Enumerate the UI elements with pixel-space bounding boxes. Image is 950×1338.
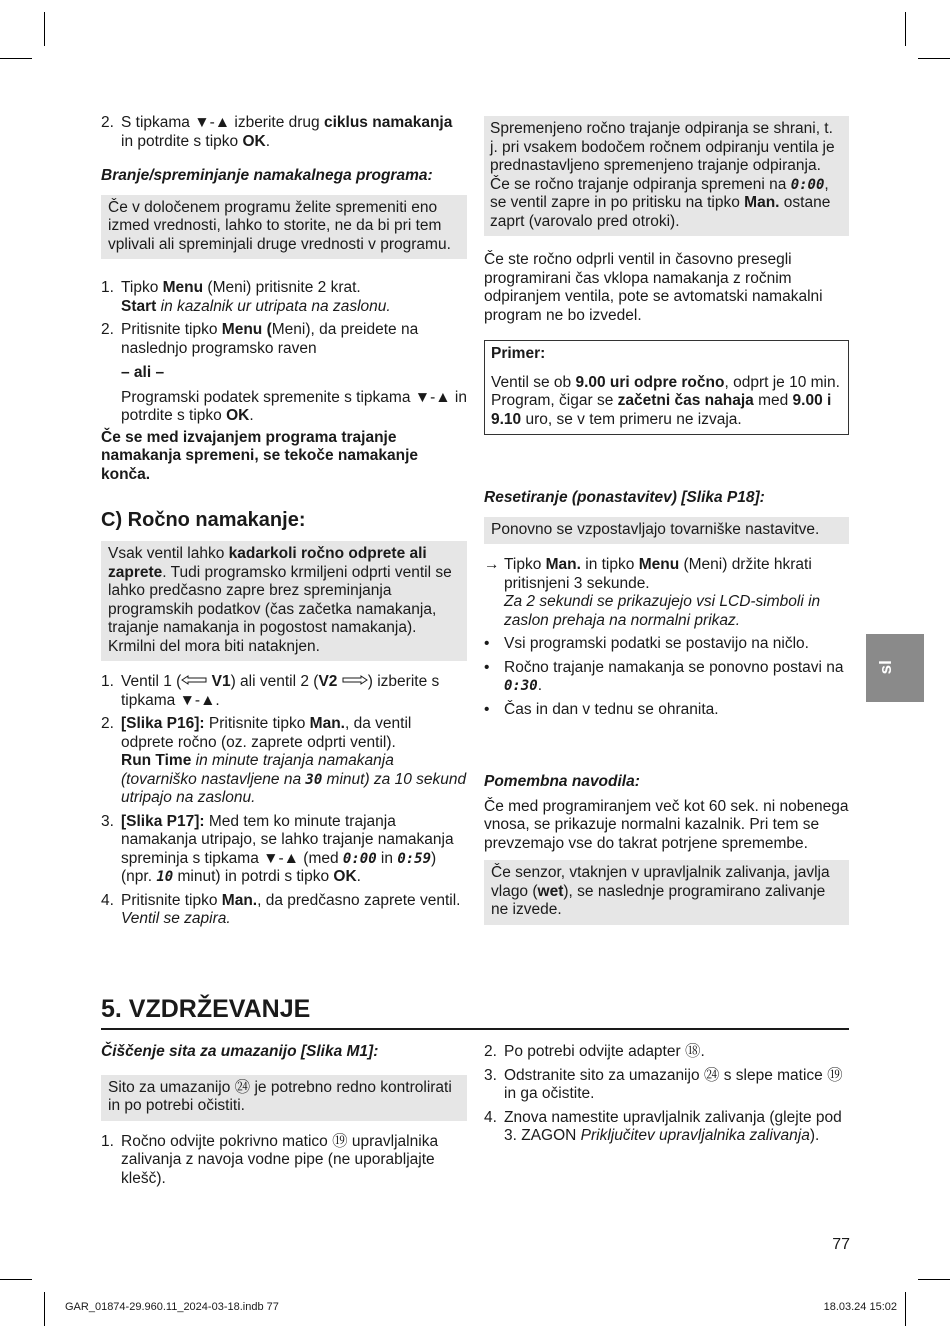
section-divider [101,1028,849,1030]
list-item: • Vsi programski podatki se postavijo na ničlo. [484,635,809,652]
crop-mark [918,1279,950,1280]
alternative-label: – ali – [121,364,165,381]
footer-date: 18.03.24 15:02 [823,1301,897,1313]
section-heading: Čiščenje sita za umazanijo [Slika M1]: [101,1043,379,1060]
info-note: Vsak ventil lahko kadarkoli ročno odprete ali zaprete. Tudi programsko krmiljeni odprti ventil se lahko predčasno zapre brez spreminjanja programskih podatkov (čas začetka namakanja, trajanje namakanja in pogostost namakanja). Krmilni del mora biti nataknjen. [101,541,467,661]
lcd-value: 0:59 [397,850,432,867]
part-number: ⑲ [827,1066,843,1084]
list-item: 1. Tipko Menu (Meni) pritisnite 2 krat. Start in kazalnik ur utripata na zaslonu. [101,279,391,315]
list-item: 4. Znova namestite upravljalnik zalivanja (glejte pod 3. ZAGON Priključitev upravljalnika zalivanja). [484,1108,842,1144]
part-number: ㉔ [703,1066,720,1084]
lcd-value: 0:00 [342,850,377,867]
list-item: 4. Pritisnite tipko Man., da predčasno zaprete ventil. Ventil se zapira. [101,891,461,927]
list-item: 3. Odstranite sito za umazanijo ㉔ s slepe matice ⑲ in ga očistite. [484,1066,843,1102]
section-heading: Branje/spreminjanje namakalnega programa: [101,167,433,184]
crop-mark [44,12,45,46]
crop-mark [44,1292,45,1326]
info-note: Ponovno se vzpostavljajo tovarniške nastavitve. [484,517,849,545]
section-heading: C) Ročno namakanje: [101,509,306,531]
crop-mark [0,1279,32,1280]
crop-mark [905,1292,906,1326]
paragraph: Če med programiranjem več kot 60 sek. ni nobenega vnosa, se prikazuje normalni kazalnik. Pri tem se prevzemajo vse do takrat potrjene spremembe. [484,797,849,852]
list-item: 3. [Slika P17]: Med tem ko minute trajanja namakanja utripajo, se lahko trajanje namakanja spreminja s tipkama ▼-▲ (med 0:00 in 0:59) (npr. 10 minut) in potrdi s tipko OK. [101,812,454,885]
list-item: 2. Pritisnite tipko Menu (Meni), da preidete na naslednjo programsko raven – ali – Programski podatek spremenite s tipkama ▼-▲ in potrdite s tipko OK. [101,321,467,424]
maintenance-left [101,1043,467,1193]
list-item: 2. Po potrebi odvijte adapter ⑱. [484,1043,705,1060]
crop-mark [918,58,950,59]
part-number: ㉔ [234,1078,251,1096]
left-column [101,114,467,934]
list-item: 2. S tipkama ▼-▲ izberite drug ciklus namakanja in potrdite s tipko OK. [101,114,453,150]
example-box: Primer: Ventil se ob 9.00 uri odpre ročno, odprt je 10 min. Program, čigar se začetni čas nahaja med 9.00 i 9.10 uro, se v tem primeru ne izvaja. [484,340,849,435]
step-list [101,114,467,151]
lcd-value: 30 [305,771,323,788]
lcd-value: 0:30 [504,678,538,694]
step-list [101,279,467,426]
maintenance-right [484,1043,849,1151]
section-5 [101,994,849,1030]
right-column [484,116,849,925]
arrow-left-icon [181,675,207,685]
example-title: Primer: [491,345,546,362]
info-note: Če v določenem programu želite spremeniti eno izmed vrednosti, lahko to storite, ne da bi pri tem vplivali ali spreminjali druge vrednosti v programu. [101,195,467,260]
bullet-list [484,556,849,719]
list-item: → Tipko Man. in tipko Menu (Meni) držite hkrati pritisnjeni 3 sekunde. Za 2 sekundi se prikazujejo vsi LCD-simboli in zaslon prehaja na normalni prikaz. [484,556,821,629]
step-list [101,1133,467,1189]
warning-text: Če se med izvajanjem programa trajanje namakanja spremeni, se tekoče namakanje konča. [101,428,419,483]
list-item: • Ročno trajanje namakanja se ponovno postavi na 0:30. [484,658,844,694]
step-list [101,673,467,929]
list-number: 2. [101,114,114,131]
section-title: 5. VZDRŽEVANJE [101,995,311,1023]
info-note: Sito za umazanijo ㉔ je potrebno redno kontrolirati in po potrebi očistiti. [101,1075,467,1121]
list-item: • Čas in dan v tednu se ohranita. [484,700,719,718]
paragraph: Če ste ročno odprli ventil in časovno presegli programirani čas vklopa namakanja z ročnim odpiranjem ventila, pote se avtomatski namakalni program ne bo izvedel. [484,251,823,324]
info-note: Spremenjeno ročno trajanje odpiranja se shrani, t. j. pri vsakem bodočem ročnem odpiranju ventila je prednastavljeno spremenjeno trajanje odpiranja. Če se ročno trajanje odpiranja spremeni na 0:00, se ventil zapre in po pritisku na tipko Man. ostane zaprt (varovalo pred otroki). [484,116,849,236]
part-number: ⑱ [684,1043,701,1060]
section-heading: Pomembna navodila: [484,773,640,790]
language-tab: sl [866,634,924,702]
info-note: Če senzor, vtaknjen v upravljalnik zalivanja, javlja vlago (wet), se naslednje programirano zalivanje ne izvede. [484,860,849,925]
list-item: 2. [Slika P16]: Pritisnite tipko Man., da ventil odprete ročno (oz. zaprete odprti ventil). Run Time in minute trajanja namakanja (tovarniško nastavljene na 30 minut) za 10 sekund utripajo na zaslonu. [101,715,467,806]
crop-mark [905,12,906,46]
page-number: 77 [832,1236,850,1253]
lcd-value: 10 [156,869,174,885]
section-heading: Resetiranje (ponastavitev) [Slika P18]: [484,489,765,506]
part-number: ⑲ [332,1132,348,1150]
arrow-right-icon [342,675,368,685]
list-item: 1. Ročno odvijte pokrivno matico ⑲ upravljalnika zalivanja z navoja vodne pipe (ne uporabljajte klešč). [101,1132,439,1187]
step-list [484,1043,849,1146]
footer-file: GAR_01874-29.960.11_2024-03-18.indb 77 [65,1301,279,1313]
crop-mark [0,58,32,59]
lcd-value: 0:00 [790,176,825,193]
list-item: 1. Ventil 1 ( V1) ali ventil 2 (V2 ) izberite s tipkama ▼-▲. [101,673,440,709]
